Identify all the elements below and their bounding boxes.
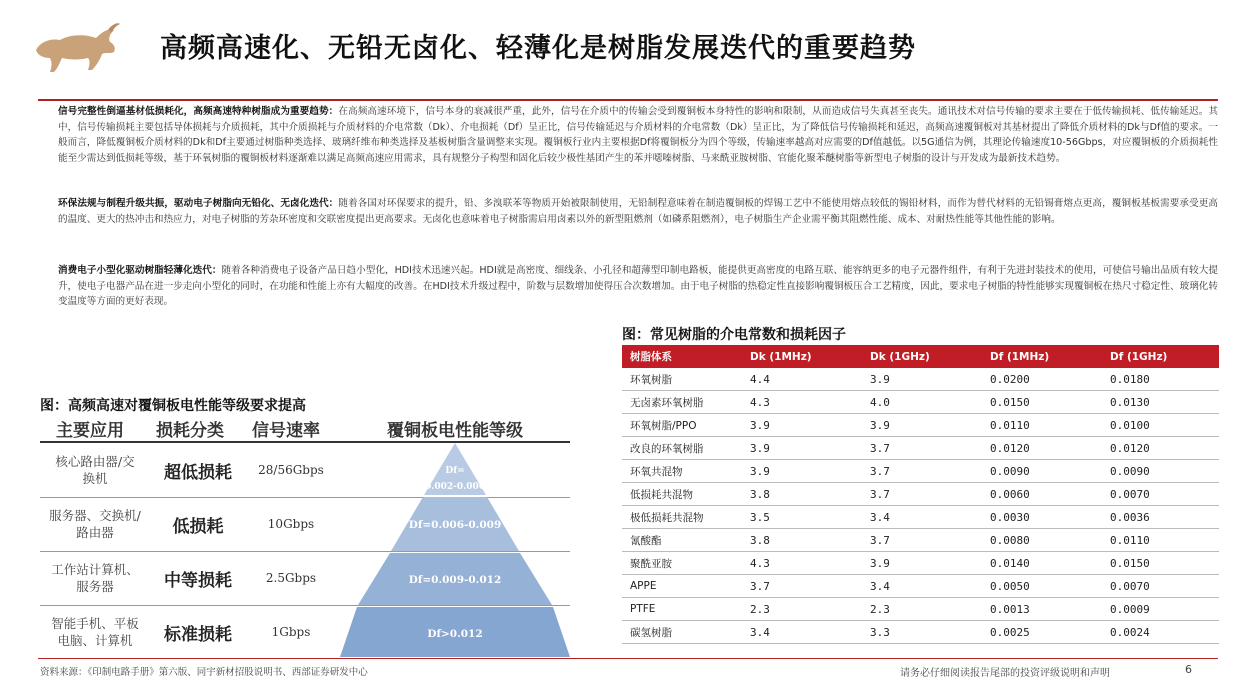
cell-value: 0.0030 bbox=[982, 506, 1102, 529]
cell-resin-name: 碳氢树脂 bbox=[622, 621, 742, 644]
pyramid-label-1a: Df= bbox=[445, 466, 465, 476]
figure-caption-right: 图：常见树脂的介电常数和损耗因子 bbox=[622, 327, 846, 343]
cell-value: 2.3 bbox=[862, 598, 982, 621]
paragraph-lead: 信号完整性倒逼基材低损耗化，高频高速特种树脂成为重要趋势： bbox=[58, 106, 339, 117]
cell-value: 4.3 bbox=[742, 552, 862, 575]
cell-value: 3.9 bbox=[862, 368, 982, 391]
paragraph-lead: 消费电子小型化驱动树脂轻薄化迭代： bbox=[58, 265, 222, 276]
row-signal-rate: 28/56Gbps bbox=[258, 463, 324, 477]
cell-value: 0.0140 bbox=[982, 552, 1102, 575]
table-body bbox=[622, 368, 1219, 644]
cell-value: 0.0080 bbox=[982, 529, 1102, 552]
row-loss-class: 低损耗 bbox=[172, 516, 224, 537]
header-signal-rate: 信号速率 bbox=[252, 421, 320, 441]
col-header-dk-1ghz: Dk (1GHz) bbox=[862, 345, 982, 368]
cell-resin-name: 极低损耗共混物 bbox=[622, 506, 742, 529]
cell-value: 3.5 bbox=[742, 506, 862, 529]
cell-value: 4.0 bbox=[862, 391, 982, 414]
cell-resin-name: 环氧树脂/PPO bbox=[622, 414, 742, 437]
cell-value: 0.0110 bbox=[1102, 529, 1219, 552]
table-row bbox=[622, 391, 1219, 414]
cell-value: 0.0180 bbox=[1102, 368, 1219, 391]
col-header-resin: 树脂体系 bbox=[622, 345, 742, 368]
cell-value: 3.7 bbox=[862, 483, 982, 506]
row-application: 工作站计算机、服务器 bbox=[51, 562, 139, 594]
row-loss-class: 中等损耗 bbox=[164, 570, 232, 591]
row-signal-rate: 2.5Gbps bbox=[265, 571, 317, 585]
table-row bbox=[622, 552, 1219, 575]
disclaimer-note: 请务必仔细阅读报告尾部的投资评级说明和声明 bbox=[900, 668, 1110, 679]
cell-value: 3.9 bbox=[742, 414, 862, 437]
table-row bbox=[622, 460, 1219, 483]
cell-value: 0.0110 bbox=[982, 414, 1102, 437]
col-header-dk-1mhz: Dk (1MHz) bbox=[742, 345, 862, 368]
pyramid-label-1b: 0.002-0.006 bbox=[424, 482, 486, 492]
cell-value: 0.0009 bbox=[1102, 598, 1219, 621]
cell-value: 0.0200 bbox=[982, 368, 1102, 391]
cell-resin-name: 氰酸酯 bbox=[622, 529, 742, 552]
table-header-row bbox=[622, 345, 1219, 368]
cell-value: 3.9 bbox=[742, 460, 862, 483]
cell-value: 3.8 bbox=[742, 529, 862, 552]
cell-value: 0.0013 bbox=[982, 598, 1102, 621]
cell-value: 4.4 bbox=[742, 368, 862, 391]
header-application: 主要应用 bbox=[56, 421, 124, 441]
cell-value: 3.4 bbox=[742, 621, 862, 644]
cell-value: 0.0070 bbox=[1102, 483, 1219, 506]
table-row bbox=[622, 368, 1219, 391]
cell-value: 0.0120 bbox=[982, 437, 1102, 460]
header-ccl-grade: 覆铜板电性能等级 bbox=[387, 421, 523, 441]
table-row bbox=[622, 437, 1219, 460]
resin-dielectric-table bbox=[622, 345, 1219, 644]
cell-resin-name: 改良的环氧树脂 bbox=[622, 437, 742, 460]
bull-logo-icon bbox=[30, 20, 120, 76]
table-row bbox=[622, 483, 1219, 506]
page-number: 6 bbox=[1185, 663, 1192, 676]
figure-caption-left: 图：高频高速对覆铜板电性能等级要求提高 bbox=[40, 398, 306, 414]
ccl-grade-pyramid bbox=[340, 443, 570, 659]
paragraph-miniaturization bbox=[58, 263, 1218, 310]
pyramid-label-3: Df=0.009-0.012 bbox=[408, 574, 502, 586]
ccl-grade-figure bbox=[40, 415, 570, 659]
cell-resin-name: 低损耗共混物 bbox=[622, 483, 742, 506]
row-loss-class: 超低损耗 bbox=[164, 462, 232, 483]
cell-value: 3.4 bbox=[862, 575, 982, 598]
cell-value: 0.0025 bbox=[982, 621, 1102, 644]
table-row bbox=[622, 621, 1219, 644]
cell-value: 3.8 bbox=[742, 483, 862, 506]
header-loss-class: 损耗分类 bbox=[156, 421, 224, 441]
row-application: 核心路由器/交换机 bbox=[55, 454, 135, 486]
col-header-df-1ghz: Df (1GHz) bbox=[1102, 345, 1219, 368]
paragraph-environmental bbox=[58, 196, 1218, 227]
cell-value: 0.0090 bbox=[982, 460, 1102, 483]
table-row bbox=[622, 598, 1219, 621]
cell-value: 0.0150 bbox=[982, 391, 1102, 414]
figure-header bbox=[40, 415, 570, 443]
cell-resin-name: 环氧共混物 bbox=[622, 460, 742, 483]
cell-resin-name: APPE bbox=[622, 575, 742, 598]
cell-value: 0.0130 bbox=[1102, 391, 1219, 414]
cell-resin-name: 聚酰亚胺 bbox=[622, 552, 742, 575]
row-signal-rate: 10Gbps bbox=[267, 517, 315, 531]
cell-value: 3.7 bbox=[742, 575, 862, 598]
cell-value: 3.7 bbox=[862, 460, 982, 483]
title-divider bbox=[38, 99, 1218, 101]
cell-value: 0.0050 bbox=[982, 575, 1102, 598]
row-loss-class: 标准损耗 bbox=[164, 624, 232, 645]
cell-value: 0.0150 bbox=[1102, 552, 1219, 575]
paragraph-signal-integrity bbox=[58, 104, 1218, 166]
cell-value: 3.7 bbox=[862, 437, 982, 460]
source-note: 资料来源：《印制电路手册》第六版、同宇新材招股说明书、西部证券研发中心 bbox=[40, 667, 368, 678]
page-title: 高频高速化、无铅无卤化、轻薄化是树脂发展迭代的重要趋势 bbox=[160, 33, 916, 64]
footer-divider bbox=[38, 658, 1218, 659]
table-row bbox=[622, 529, 1219, 552]
cell-value: 3.4 bbox=[862, 506, 982, 529]
paragraph-body: 在高频高速环境下，信号本身的衰减很严重，此外，信号在介质中的传输会受到覆铜板本身特性的影响和限制，从而造成信号失真甚至丧失。通讯技术对信号传输的要求主要在于低传输损耗、低传输延迟。其中，信号传输损耗主要包括导体损耗与介质损耗，其中介质损耗与介质材料的介电常数（Dk）、介电损耗（Df）呈正比，信号传输延迟与介质材料的介电常数（Dk）呈正比，为了降低信号传输损耗和延迟，高频高速覆铜板对其基材提出了降低介质材料的Dk与Df值的要求。一般而言，降低覆铜板介质材料的Dk和Df主要通过树脂种类选择、玻璃纤维布种类选择及基板树脂含量调整来实现。覆铜板行业内主要根据Df将覆铜板分为四个等级，传输速率越高对应需要的Df值越低。以5G通信为例，其理论传输速度10-56Gbps，对应覆铜板的介质损耗性能至少需达到低损耗等级，基于环氧树脂的覆铜板材料逐渐难以满足高频高速应用需求，具有规整分子构型和固化后较少极性基团产生的苯并噁嗪树脂、马来酰亚胺树脂、官能化聚苯醚树脂等新型电子树脂的设计与开发成为最新技术趋势。 bbox=[58, 106, 1219, 164]
cell-value: 3.9 bbox=[862, 552, 982, 575]
cell-value: 3.9 bbox=[742, 437, 862, 460]
cell-value: 0.0100 bbox=[1102, 414, 1219, 437]
cell-value: 0.0060 bbox=[982, 483, 1102, 506]
cell-value: 0.0024 bbox=[1102, 621, 1219, 644]
cell-value: 0.0070 bbox=[1102, 575, 1219, 598]
cell-value: 2.3 bbox=[742, 598, 862, 621]
table-row bbox=[622, 506, 1219, 529]
cell-value: 4.3 bbox=[742, 391, 862, 414]
cell-value: 3.3 bbox=[862, 621, 982, 644]
cell-value: 3.7 bbox=[862, 529, 982, 552]
cell-value: 0.0036 bbox=[1102, 506, 1219, 529]
cell-resin-name: 无卤素环氧树脂 bbox=[622, 391, 742, 414]
row-application: 服务器、交换机/路由器 bbox=[49, 508, 141, 540]
table-row bbox=[622, 575, 1219, 598]
cell-value: 3.9 bbox=[862, 414, 982, 437]
cell-resin-name: PTFE bbox=[622, 598, 742, 621]
col-header-df-1mhz: Df (1MHz) bbox=[982, 345, 1102, 368]
pyramid-label-2: Df=0.006-0.009 bbox=[408, 519, 502, 531]
row-signal-rate: 1Gbps bbox=[271, 625, 311, 639]
paragraph-lead: 环保法规与制程升级共振，驱动电子树脂向无铅化、无卤化迭代： bbox=[58, 198, 339, 209]
paragraph-body: 随着各国对环保要求的提升，铅、多溴联苯等物质开始被限制使用，无铅制程意味着在制造覆铜板的焊锡工艺中不能使用熔点较低的锡铅材料，而作为替代材料的无铅锡膏熔点更高，覆铜板基板需要承受更高的温度、更大的热冲击和热应力，对电子树脂的芳杂环密度和交联密度提出更高要求。无卤化也意味着电子树脂需启用卤素以外的新型阻燃剂（如磷系阻燃剂），电子树脂生产企业需平衡其阻燃性能、成本、对耐热性能等其他性能的影响。 bbox=[58, 198, 1219, 225]
table-row bbox=[622, 414, 1219, 437]
cell-resin-name: 环氧树脂 bbox=[622, 368, 742, 391]
row-application: 智能手机、平板电脑、计算机 bbox=[51, 616, 139, 648]
pyramid-label-4: Df>0.012 bbox=[427, 628, 483, 640]
cell-value: 0.0120 bbox=[1102, 437, 1219, 460]
cell-value: 0.0090 bbox=[1102, 460, 1219, 483]
paragraph-body: 随着各种消费电子设备产品日趋小型化，HDI技术迅速兴起。HDI就是高密度、细线条、小孔径和超薄型印制电路板，能提供更高密度的电路互联、能容纳更多的电子元器件组件，有利于先进封装技术的使用，可使信号输出品质有较大提升，使电子电器产品在进一步走向小型化的同时，在功能和性能上亦有大幅度的改善。在HDI技术升级过程中，阶数与层数增加使得压合次数增加。由于电子树脂的热稳定性直接影响覆铜板压合工艺精度，因此，要求电子树脂的特性能够实现覆铜板在热尺寸稳定性、玻璃化转变温度等方面的更好表现。 bbox=[58, 265, 1219, 307]
